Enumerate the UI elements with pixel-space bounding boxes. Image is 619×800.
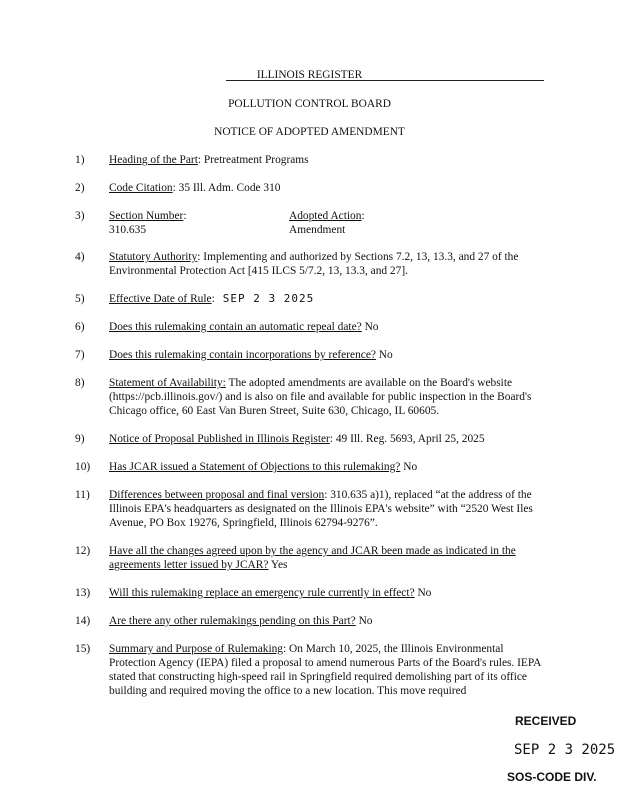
item-number: 7) — [75, 349, 85, 361]
item-label: Are there any other rulemakings pending on this Part? — [109, 615, 356, 627]
item-number: 14) — [75, 615, 91, 627]
section-number-value: 310.635 — [109, 224, 147, 236]
item-label: Code Citation — [109, 182, 173, 194]
item-text-2: : — [361, 210, 365, 222]
item-number: 15) — [75, 643, 91, 655]
item-label: Does this rulemaking contain an automatic repeal date? — [109, 321, 362, 333]
item-text: No — [361, 321, 379, 333]
item-label: Does this rulemaking contain incorporations by reference? — [109, 349, 376, 361]
item-label: Notice of Proposal Published in Illinois Register — [109, 433, 330, 445]
item-label: Have all the changes agreed upon by the agency and JCAR been made as indicated in the agreements letter issued by JCAR? — [109, 545, 516, 571]
item-label: Summary and Purpose of Rulemaking — [109, 643, 284, 655]
item-text: : On March 10, 2025, the Illinois Environmental Protection Agency (IEPA) filed a proposal to amend numerous Parts of the Board's rules. IEPA stated that constructing high-speed rail in Springfield required demolishing part of its office building and required moving the office to a new location. This move required — [109, 643, 541, 697]
item-label: Heading of the Part — [109, 154, 198, 166]
item-text: : Implementing and authorized by Sections 7.2, 13, 13.3, and 27 of the Environmental Protection Act [415 ILCS 5/7.2, 13, 13.3, and 27]. — [109, 251, 519, 277]
item-text: : 49 Ill. Reg. 5693, April 25, 2025 — [329, 433, 485, 445]
item-label: Effective Date of Rule — [109, 293, 212, 305]
item-label: Section Number — [109, 210, 184, 222]
item-label: Has JCAR issued a Statement of Objections to this rulemaking? — [109, 461, 401, 473]
item-label: Statement of Availability: — [109, 377, 226, 389]
adopted-action-value: Amendment — [289, 224, 346, 236]
item-text: The adopted amendments are available on the Board's website (https://pcb.illinois.gov/) and is also on file and available for public inspection in the Board's Chicago office, 60 East Van Buren Street, Suite 630, Chicago, IL 60605. — [109, 377, 532, 417]
received-stamp-label: RECEIVED — [515, 714, 577, 728]
item-text: : Pretreatment Programs — [197, 154, 309, 166]
item-text: No — [400, 461, 418, 473]
received-stamp-date: SEP 2 3 2025 — [514, 742, 616, 758]
item-number: 1) — [75, 154, 85, 166]
item-label-2: Adopted Action — [289, 210, 362, 222]
item-text: : 35 Ill. Adm. Code 310 — [172, 182, 281, 194]
board-title: POLLUTION CONTROL BOARD — [228, 98, 391, 110]
item-text: : — [183, 210, 187, 222]
item-number: 4) — [75, 251, 85, 263]
item-number: 5) — [75, 293, 85, 305]
item-text: No — [355, 615, 373, 627]
item-number: 11) — [75, 489, 90, 501]
item-number: 9) — [75, 433, 85, 445]
item-number: 8) — [75, 377, 85, 389]
item-number: 3) — [75, 210, 85, 222]
notice-title: NOTICE OF ADOPTED AMENDMENT — [214, 126, 405, 138]
item-label: Will this rulemaking replace an emergency rule currently in effect? — [109, 587, 415, 599]
item-text: : — [211, 293, 215, 305]
header-rule — [226, 80, 544, 81]
register-title: ILLINOIS REGISTER — [256, 69, 363, 81]
item-number: 6) — [75, 321, 85, 333]
received-stamp-division: SOS-CODE DIV. — [507, 770, 597, 784]
item-number: 12) — [75, 545, 91, 557]
item-label: Differences between proposal and final version — [109, 489, 325, 501]
item-text: : 310.635 a)1), replaced “at the address of the Illinois EPA's headquarters as designated on the Illinois EPA's website” with “2520 West Iles Avenue, PO Box 19276, Springfield, Illinois 62794-9276”. — [109, 489, 533, 529]
item-number: 10) — [75, 461, 91, 473]
item-number: 2) — [75, 182, 85, 194]
item-text: Yes — [268, 559, 288, 571]
effective-date-stamp: SEP 2 3 2025 — [222, 292, 315, 305]
item-text: No — [414, 587, 432, 599]
item-text: No — [375, 349, 393, 361]
item-number: 13) — [75, 587, 91, 599]
item-label: Statutory Authority — [109, 251, 198, 263]
